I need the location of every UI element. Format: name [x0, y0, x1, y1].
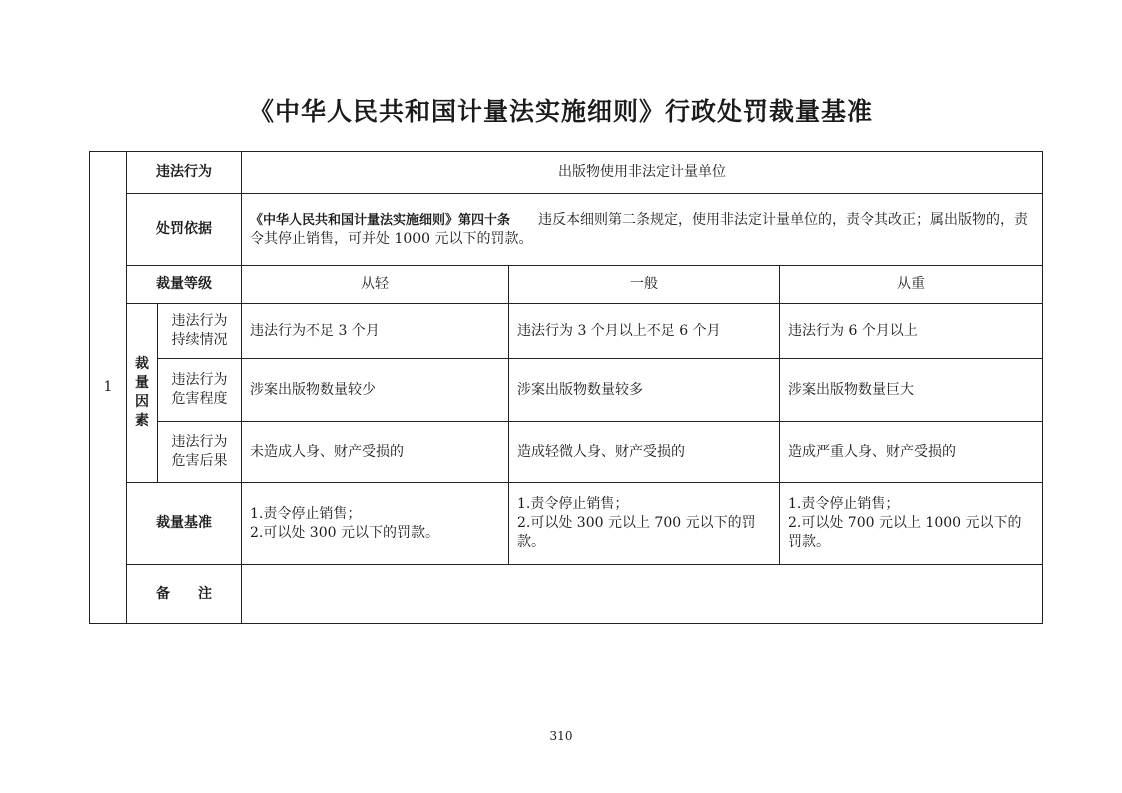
basis-label: 处罚依据: [127, 194, 242, 266]
basis-content: [242, 194, 1043, 266]
factor-light: 涉案出版物数量较少: [242, 359, 509, 422]
basis-row: [90, 194, 1043, 266]
penalty-discretion-table: [89, 151, 1043, 624]
factor-name: 违法行为危害程度: [158, 359, 242, 422]
page-number: 310: [549, 729, 573, 743]
document-title: 《中华人民共和国计量法实施细则》行政处罚裁量基准: [248, 97, 873, 126]
levels-row: [90, 266, 1043, 304]
factor-light: 违法行为不足 3 个月: [242, 304, 509, 359]
factor-row: [90, 422, 1043, 483]
factor-heavy: 涉案出版物数量巨大: [780, 359, 1043, 422]
standard-label: 裁量基准: [127, 483, 242, 565]
basis-article: 《中华人民共和国计量法实施细则》第四十条: [250, 212, 511, 228]
level-light: 从轻: [242, 266, 509, 304]
level-normal: 一般: [509, 266, 780, 304]
standard-light: 1.责令停止销售； 2.可以处 300 元以下的罚款。: [242, 483, 509, 565]
violation-value: 出版物使用非法定计量单位: [242, 152, 1043, 194]
factor-heavy: 违法行为 6 个月以上: [780, 304, 1043, 359]
factor-normal: 违法行为 3 个月以上不足 6 个月: [509, 304, 780, 359]
standard-row: [90, 483, 1043, 565]
standard-heavy: 1.责令停止销售； 2.可以处 700 元以上 1000 元以下的罚款。: [780, 483, 1043, 565]
standard-normal: 1.责令停止销售； 2.可以处 300 元以上 700 元以下的罚款。: [509, 483, 780, 565]
factor-name: 违法行为持续情况: [158, 304, 242, 359]
row-number: 1: [90, 152, 127, 624]
violation-row: [90, 152, 1043, 194]
level-heavy: 从重: [780, 266, 1043, 304]
violation-label: 违法行为: [127, 152, 242, 194]
factor-name: 违法行为危害后果: [158, 422, 242, 483]
factors-label: 裁 量 因 素: [127, 304, 158, 483]
factor-normal: 涉案出版物数量较多: [509, 359, 780, 422]
remark-label: 备 注: [127, 565, 242, 624]
basis-text: 违反本细则第二条规定，使用非法定计量单位的，责令其改正；属出版物的，责令其停止销售，可并处 1000 元以下的罚款。: [250, 211, 1029, 247]
remark-value: [242, 565, 1043, 624]
factor-normal: 造成轻微人身、财产受损的: [509, 422, 780, 483]
remark-row: [90, 565, 1043, 624]
factor-heavy: 造成严重人身、财产受损的: [780, 422, 1043, 483]
levels-label: 裁量等级: [127, 266, 242, 304]
factor-row: [90, 304, 1043, 359]
factor-row: [90, 359, 1043, 422]
factor-light: 未造成人身、财产受损的: [242, 422, 509, 483]
